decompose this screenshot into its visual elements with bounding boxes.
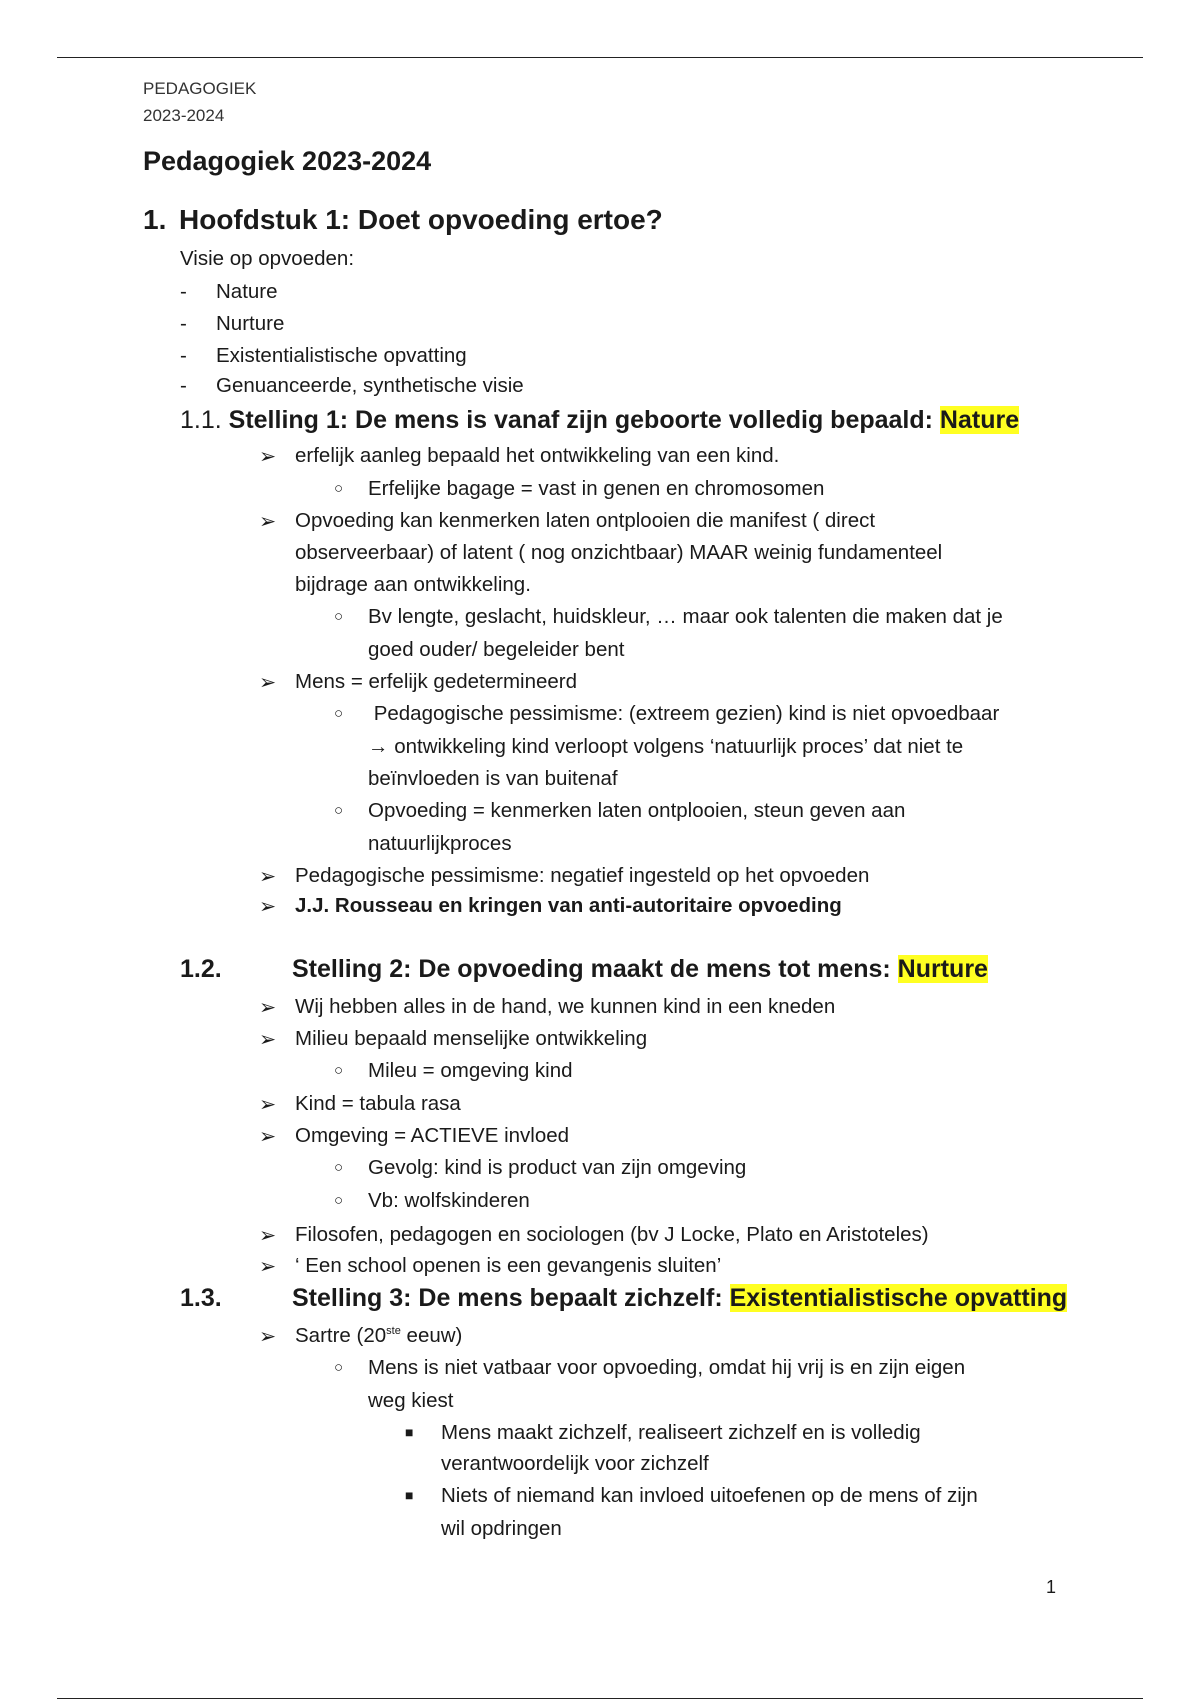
bullet-text: Filosofen, pedagogen en sociologen (bv J Locke, Plato en Aristoteles)	[295, 1223, 929, 1246]
section-number: 1.1.	[180, 406, 222, 434]
sub-bullet-text: Vb: wolfskinderen	[368, 1189, 530, 1212]
sub-bullet-text: Erfelijke bagage = vast in genen en chromosomen	[368, 477, 825, 500]
header-subject: PEDAGOGIEK	[143, 79, 257, 98]
bullet-text: erfelijk aanleg bepaald het ontwikkeling van een kind.	[295, 444, 780, 467]
circle-bullet-icon: ○	[334, 1359, 344, 1376]
arrow-bullet-icon: ➢	[259, 445, 277, 468]
visie-item: Genuanceerde, synthetische visie	[216, 374, 524, 397]
circle-bullet-icon: ○	[334, 480, 344, 497]
highlight-nature: Nature	[939, 406, 1020, 434]
bullet-text-cont: bijdrage aan ontwikkeling.	[295, 573, 531, 596]
sub-bullet-text: Mens is niet vatbaar voor opvoeding, omdat hij vrij is en zijn eigen	[368, 1356, 966, 1379]
circle-bullet-icon: ○	[334, 1062, 344, 1079]
highlight-nurture: Nurture	[897, 955, 988, 983]
visie-item: Nurture	[216, 312, 285, 335]
header-year: 2023-2024	[143, 106, 225, 125]
section-1-3-title	[292, 1284, 1067, 1313]
dash-bullet: -	[180, 344, 187, 367]
sub-bullet-text-cont: beïnvloeden is van buitenaf	[368, 767, 618, 790]
dash-bullet: -	[180, 374, 187, 397]
page-number: 1	[1046, 1577, 1057, 1597]
arrow-bullet-icon: ➢	[259, 1093, 277, 1116]
sub-bullet-text-cont: goed ouder/ begeleider bent	[368, 638, 625, 661]
square-bullet-icon: ■	[405, 1487, 414, 1503]
bullet-text-sartre	[295, 1324, 462, 1348]
arrow-bullet-icon: ➢	[259, 1224, 277, 1247]
bullet-text: Pedagogische pessimisme: negatief ingesteld op het opvoeden	[295, 864, 870, 887]
section-1-3-heading	[180, 1284, 222, 1313]
bullet-text: ‘ Een school openen is een gevangenis sluiten’	[295, 1254, 722, 1277]
section-1-2-heading	[180, 955, 222, 984]
arrow-bullet-icon: ➢	[259, 1255, 277, 1278]
dash-bullet: -	[180, 280, 187, 303]
bullet-text: Kind = tabula rasa	[295, 1092, 461, 1115]
section-1-1-heading	[180, 406, 1019, 435]
arrow-bullet-icon: ➢	[259, 1325, 277, 1348]
visie-item: Existentialistische opvatting	[216, 344, 467, 367]
bullet-text-bold: J.J. Rousseau en kringen van anti-autoritaire opvoeding	[295, 894, 842, 917]
visie-intro: Visie op opvoeden:	[180, 247, 355, 270]
arrow-bullet-icon: ➢	[259, 1028, 277, 1051]
sub-bullet-text-cont: → ontwikkeling kind verloopt volgens ‘natuurlijk proces’ dat niet te	[368, 735, 964, 758]
document-title: Pedagogiek 2023-2024	[143, 146, 432, 176]
circle-bullet-icon: ○	[334, 802, 344, 819]
circle-bullet-icon: ○	[334, 608, 344, 625]
sub-bullet-text-cont: weg kiest	[368, 1389, 454, 1412]
circle-bullet-icon: ○	[334, 705, 344, 722]
bullet-text: Omgeving = ACTIEVE invloed	[295, 1124, 570, 1147]
sartre-text-end: eeuw)	[400, 1324, 463, 1347]
section-title: Stelling 3: De mens bepaalt zichzelf:	[292, 1284, 730, 1312]
highlight-existentialistische: Existentialistische opvatting	[729, 1284, 1068, 1312]
dash-bullet: -	[180, 312, 187, 335]
sub-sub-bullet-text: Niets of niemand kan invloed uitoefenen op de mens of zijn	[441, 1484, 978, 1507]
bullet-text: Mens = erfelijk gedetermineerd	[295, 670, 578, 693]
page-header	[143, 75, 256, 129]
sub-bullet-text: Bv lengte, geslacht, huidskleur, … maar ook talenten die maken dat je	[368, 605, 1003, 628]
sub-bullet-text: Pedagogische pessimisme: (extreem gezien) kind is niet opvoedbaar	[368, 702, 1000, 725]
circle-bullet-icon: ○	[334, 1159, 344, 1176]
arrow-bullet-icon: ➢	[259, 1125, 277, 1148]
visie-item: Nature	[216, 280, 278, 303]
arrow-bullet-icon: ➢	[259, 996, 277, 1019]
sub-sub-bullet-text: Mens maakt zichzelf, realiseert zichzelf en is volledig	[441, 1421, 921, 1444]
bullet-text: Milieu bepaald menselijke ontwikkeling	[295, 1027, 648, 1050]
section-title: Stelling 1: De mens is vanaf zijn geboorte volledig bepaald:	[228, 406, 940, 434]
arrow-bullet-icon: ➢	[259, 895, 277, 918]
arrow-bullet-icon: ➢	[259, 865, 277, 888]
sub-bullet-text: Opvoeding = kenmerken laten ontplooien, steun geven aan	[368, 799, 906, 822]
chapter-number: 1.	[143, 204, 167, 235]
circle-bullet-icon: ○	[334, 1192, 344, 1209]
square-bullet-icon: ■	[405, 1424, 414, 1440]
sartre-superscript: ste	[386, 1325, 401, 1338]
section-number: 1.3.	[180, 1284, 222, 1312]
bullet-text: Wij hebben alles in de hand, we kunnen kind in een kneden	[295, 995, 836, 1018]
sartre-text: Sartre (20	[295, 1324, 387, 1347]
header-rule	[57, 57, 1143, 58]
chapter-heading	[143, 204, 663, 236]
section-title: Stelling 2: De opvoeding maakt de mens tot mens:	[292, 955, 898, 983]
chapter-title: Hoofdstuk 1: Doet opvoeding ertoe?	[179, 204, 663, 235]
arrow-bullet-icon: ➢	[259, 671, 277, 694]
sub-sub-bullet-text-cont: verantwoordelijk voor zichzelf	[441, 1452, 709, 1475]
sub-bullet-text-cont: natuurlijkproces	[368, 832, 512, 855]
bullet-text-cont: observeerbaar) of latent ( nog onzichtbaar) MAAR weinig fundamenteel	[295, 541, 943, 564]
bullet-text: Opvoeding kan kenmerken laten ontplooien die manifest ( direct	[295, 509, 876, 532]
sub-sub-bullet-text-cont: wil opdringen	[441, 1517, 562, 1540]
sub-bullet-text: Mileu = omgeving kind	[368, 1059, 573, 1082]
sub-bullet-text: Gevolg: kind is product van zijn omgeving	[368, 1156, 747, 1179]
section-1-2-title	[292, 955, 988, 984]
footer-rule	[57, 1698, 1143, 1699]
arrow-bullet-icon: ➢	[259, 510, 277, 533]
section-number: 1.2.	[180, 955, 222, 983]
